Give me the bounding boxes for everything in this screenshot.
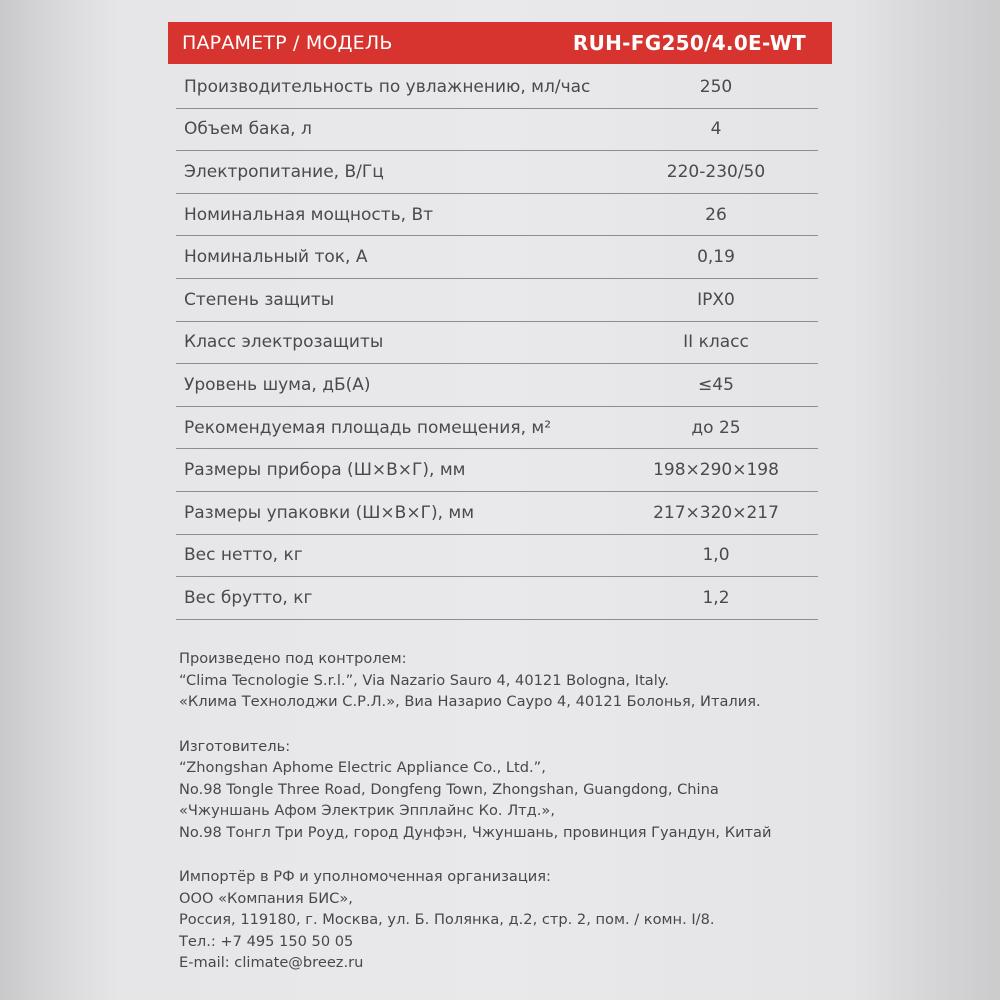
importer-line: ООО «Компания БИС»,: [179, 889, 353, 907]
spec-value: IPX0: [697, 289, 735, 310]
model-name: RUH-FG250/4.0E-WT: [572, 31, 806, 55]
table-header: [168, 22, 832, 64]
spec-value: 220-230/50: [666, 161, 766, 182]
control-heading: Произведено под контролем:: [179, 650, 407, 667]
spec-value: II класс: [683, 332, 749, 353]
importer-phone: Тел.: +7 495 150 50 05: [179, 932, 354, 950]
spec-value: 217×320×217: [653, 502, 779, 523]
table-row: [176, 577, 818, 620]
spec-value: 26: [705, 204, 727, 225]
spec-value: 0,19: [697, 247, 735, 268]
table-row: [176, 66, 818, 109]
spec-label: Класс электрозащиты: [184, 332, 384, 353]
manufacturer-line: “Zhongshan Aphome Electric Appliance Co., Ltd.”,: [179, 759, 546, 776]
importer-email: E-mail: climate@breez.ru: [179, 954, 364, 971]
importer-heading: Импортёр в РФ и уполномоченная организация:: [179, 868, 551, 885]
table-row: [176, 322, 818, 365]
spec-value: ≤45: [698, 374, 734, 395]
manufacturer-line: «Чжуншань Афом Электрик Эпплайнс Ко. Лтд.»,: [179, 802, 555, 819]
spec-table: [176, 66, 818, 620]
parameter-model-heading: ПАРАМЕТР / МОДЕЛЬ: [182, 32, 393, 54]
spec-label: Вес нетто, кг: [184, 545, 303, 566]
control-block: [179, 648, 879, 713]
spec-label: Вес брутто, кг: [184, 587, 313, 608]
table-row: [176, 109, 818, 152]
importer-block: [179, 866, 879, 974]
spec-label: Рекомендуемая площадь помещения, м²: [184, 417, 552, 438]
spec-label: Уровень шума, дБ(А): [184, 374, 371, 395]
spec-value: 1,2: [702, 587, 730, 608]
table-row: [176, 279, 818, 322]
control-line: “Clima Tecnologie S.r.l.”, Via Nazario Sauro 4, 40121 Bologna, Italy.: [179, 671, 669, 689]
table-row: [176, 151, 818, 194]
manufacturer-line: No.98 Tongle Three Road, Dongfeng Town, Zhongshan, Guangdong, China: [179, 780, 719, 798]
spec-label: Размеры упаковки (Ш×В×Г), мм: [184, 502, 475, 523]
table-row: [176, 407, 818, 450]
spec-label: Электропитание, В/Гц: [184, 161, 384, 182]
manufacturer-line: No.98 Тонгл Три Роуд, город Дунфэн, Чжуншань, провинция Гуандун, Китай: [179, 823, 772, 841]
spec-value: до 25: [691, 417, 741, 438]
spec-label: Объем бака, л: [184, 119, 312, 140]
spec-value: 198×290×198: [653, 460, 779, 481]
spec-label: Производительность по увлажнению, мл/час: [184, 76, 591, 97]
table-row: [176, 236, 818, 279]
importer-line: Россия, 119180, г. Москва, ул. Б. Полянка, д.2, стр. 2, пом. / комн. I/8.: [179, 911, 715, 928]
table-row: [176, 492, 818, 535]
control-line: «Клима Технолоджи С.Р.Л.», Виа Назарио Сауро 4, 40121 Болонья, Италия.: [179, 693, 761, 710]
table-row: [176, 194, 818, 237]
spec-label: Номинальная мощность, Вт: [184, 204, 434, 225]
table-row: [176, 449, 818, 492]
legal-notes: [179, 648, 879, 997]
table-row: [176, 535, 818, 578]
spec-value: 250: [699, 76, 733, 97]
spec-label: Размеры прибора (Ш×В×Г), мм: [184, 460, 466, 481]
spec-label: Номинальный ток, А: [184, 247, 368, 268]
spec-value: 4: [710, 119, 722, 140]
manufacturer-heading: Изготовитель:: [179, 737, 291, 755]
table-row: [176, 364, 818, 407]
spec-label: Степень защиты: [184, 289, 335, 310]
spec-value: 1,0: [702, 545, 730, 566]
manufacturer-block: [179, 736, 879, 844]
